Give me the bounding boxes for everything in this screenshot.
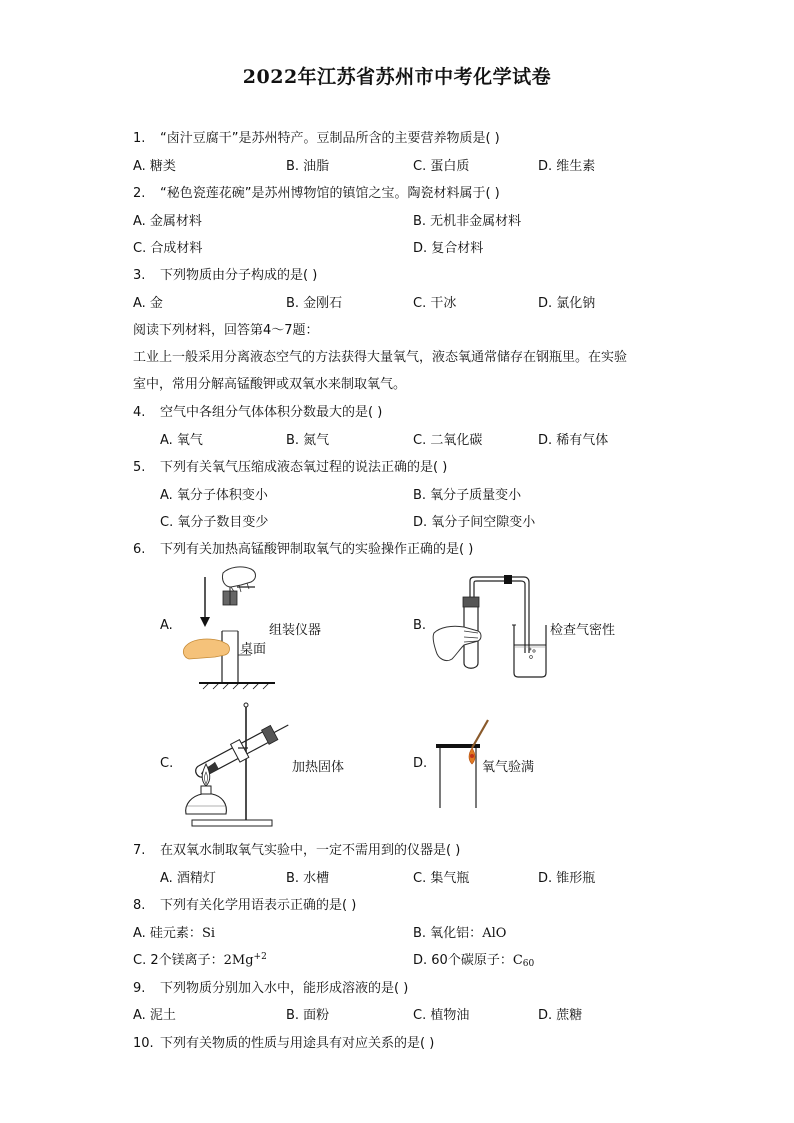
option-a: A. 酒精灯 [160, 871, 216, 886]
heating-solid-figure [178, 700, 293, 830]
option-a: A. 泥土 [133, 1008, 176, 1023]
option-d: D. 复合材料 [413, 241, 484, 256]
ion-charge: +2 [253, 952, 267, 962]
question-9 [133, 977, 408, 996]
desk-label: 桌面 [240, 642, 267, 657]
page-title: 2022年江苏省苏州市中考化学试卷 [242, 66, 552, 88]
option-b: B. 氧分子质量变小 [413, 488, 522, 503]
option-b-text: B. 氧化铝： [413, 926, 483, 941]
question-text: 下列物质由分子构成的是( ) [160, 268, 318, 283]
aluminum-oxide-formula: AlO [482, 926, 507, 941]
reading-line-1: 工业上一般采用分离液态空气的方法获得大量氧气，液态氧通常储存在钢瓶里。在实验 [133, 350, 628, 365]
option-a: A. 氧分子体积变小 [160, 488, 268, 503]
question-number: 2. [133, 186, 146, 201]
option-c: C. 蛋白质 [413, 159, 470, 174]
question-number: 4. [133, 405, 146, 420]
option-b: B. 无机非金属材料 [413, 214, 522, 229]
question-text: 空气中各组分气体体积分数最大的是( ) [160, 405, 383, 420]
option-b [413, 922, 506, 941]
option-d: D. 氯化钠 [538, 296, 596, 311]
question-text: 下列有关物质的性质与用途具有对应关系的是( ) [160, 1036, 435, 1051]
option-d: D. 稀有气体 [538, 433, 609, 448]
reading-intro: 阅读下列材料，回答第4～7题： [133, 323, 319, 338]
option-a-text: A. 硅元素： [133, 926, 202, 941]
option-a: A. 金 [133, 296, 163, 311]
question-text: 下列有关氧气压缩成液态氧过程的说法正确的是( ) [160, 460, 448, 475]
option-d: D. 蔗糖 [538, 1008, 583, 1023]
option-c: C. [160, 756, 174, 771]
question-7 [133, 839, 460, 858]
heating-solid-label: 加热固体 [292, 760, 345, 775]
option-d: D. 氧分子间空隙变小 [413, 515, 536, 530]
option-c: C. 氧分子数目变少 [160, 515, 269, 530]
carbon-subscript: 60 [522, 959, 535, 969]
option-d: D. 维生素 [538, 159, 596, 174]
question-number: 9. [133, 981, 146, 996]
option-c [133, 949, 267, 968]
option-d-text: D. 60个碳原子： [413, 953, 513, 968]
question-text: 在双氧水制取氧气实验中，一定不需用到的仪器是( ) [160, 843, 461, 858]
question-10 [133, 1032, 434, 1051]
option-c: C. 干冰 [413, 296, 457, 311]
option-b: B. 油脂 [286, 159, 330, 174]
question-number: 7. [133, 843, 146, 858]
question-8 [133, 894, 356, 913]
option-a: A. 糖类 [133, 159, 176, 174]
question-text: “秘色瓷莲花碗”是苏州博物馆的镇馆之宝。陶瓷材料属于( ) [160, 186, 500, 201]
question-5 [133, 456, 447, 475]
reading-line-2: 室中，常用分解高锰酸钾或双氧水来制取氧气。 [133, 377, 407, 392]
option-c-text: C. 2个镁离子： [133, 953, 224, 968]
magnesium-ion-formula: 2Mg [223, 953, 254, 968]
question-1 [133, 127, 500, 146]
option-b: B. 水槽 [286, 871, 330, 886]
option-d: D. 锥形瓶 [538, 871, 596, 886]
option-b: B. 金刚石 [286, 296, 343, 311]
option-c: C. 集气瓶 [413, 871, 470, 886]
option-d [413, 949, 534, 969]
question-3 [133, 264, 317, 283]
question-2 [133, 182, 500, 201]
question-text: “卤汁豆腐干”是苏州特产。豆制品所含的主要营养物质是( ) [160, 131, 500, 146]
question-number: 3. [133, 268, 146, 283]
question-6 [133, 538, 473, 557]
oxygen-full-check-label: 氧气验满 [482, 760, 535, 775]
option-d: D. [413, 756, 428, 771]
option-a: A. 氧气 [160, 433, 203, 448]
option-b: B. 氮气 [286, 433, 330, 448]
question-text: 下列有关化学用语表示正确的是( ) [160, 898, 357, 913]
check-airtightness-label: 检查气密性 [550, 623, 616, 638]
assemble-label: 组装仪器 [269, 623, 322, 638]
question-number: 10. [133, 1036, 154, 1051]
question-number: 6. [133, 542, 146, 557]
option-b: B. 面粉 [286, 1008, 330, 1023]
option-c: C. 二氧化碳 [413, 433, 483, 448]
check-airtightness-figure [434, 575, 549, 680]
carbon-formula: C [512, 953, 523, 968]
question-text: 下列物质分别加入水中，能形成溶液的是( ) [160, 981, 409, 996]
option-a [133, 922, 215, 941]
silicon-symbol: Si [201, 926, 216, 941]
option-c: C. 合成材料 [133, 241, 203, 256]
question-number: 5. [133, 460, 146, 475]
option-a: A. 金属材料 [133, 214, 202, 229]
assemble-apparatus-figure [185, 565, 280, 690]
question-number: 1. [133, 131, 146, 146]
option-b: B. [413, 618, 427, 633]
option-c: C. 植物油 [413, 1008, 470, 1023]
question-4 [133, 401, 382, 420]
question-text: 下列有关加热高锰酸钾制取氧气的实验操作正确的是( ) [160, 542, 474, 557]
question-number: 8. [133, 898, 146, 913]
option-a: A. [160, 618, 173, 633]
